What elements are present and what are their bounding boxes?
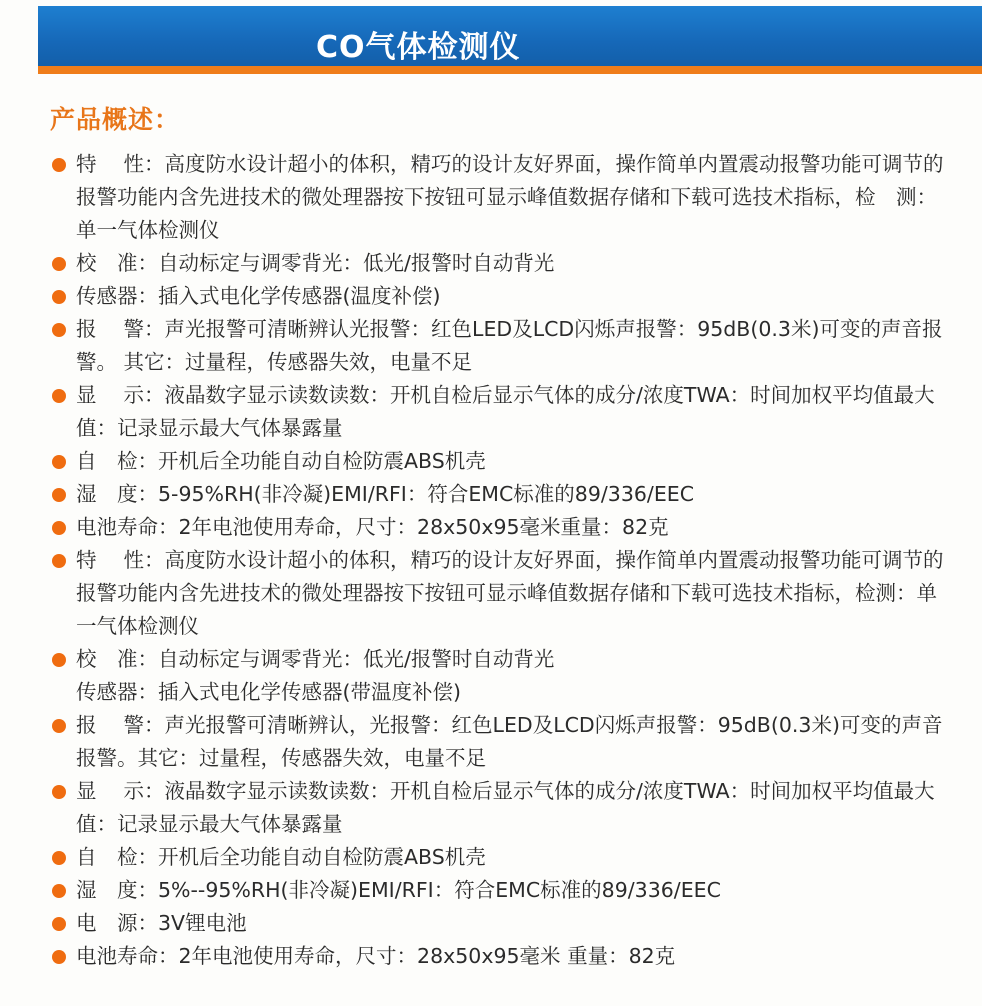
bullet-icon [52, 950, 66, 964]
bullet-icon [52, 290, 66, 304]
item-text: ：自动标定与调零背光：低光/报警时自动背光 [137, 647, 555, 671]
bullet-icon [52, 884, 66, 898]
bullet-icon [52, 257, 66, 271]
item-text: ：开机后全功能自动自检防震ABS机壳 [137, 449, 486, 473]
item-label: 电池寿命 [76, 515, 158, 539]
header-underline [38, 66, 982, 74]
item-label: 电 源 [76, 911, 138, 935]
list-item [50, 247, 950, 280]
list-item [50, 478, 950, 511]
section-title: 产品概述： [50, 105, 181, 134]
item-label: 传感器 [76, 284, 138, 308]
page-title: CO气体检测仪 [316, 30, 521, 65]
item-text: ：高度防水设计超小的体积，精巧的设计友好界面，操作简单内置震动报警功能可调节的报警功能内含先进技术的微处理器按下按钮可显示峰值数据存储和下载可选技术指标，检测：单一气体检测仪 [76, 548, 944, 638]
bullet-icon [52, 488, 66, 502]
item-text: ：3V锂电池 [137, 911, 247, 935]
item-text: ：高度防水设计超小的体积，精巧的设计友好界面，操作简单内置震动报警功能可调节的报警功能内含先进技术的微处理器按下按钮可显示峰值数据存储和下载可选技术指标，检 测：单一气体检测仪 [76, 152, 944, 242]
spec-list [50, 148, 950, 973]
item-extra-text: 传感器：插入式电化学传感器(带温度补偿) [76, 680, 461, 704]
list-item [50, 841, 950, 874]
item-label: 显 示 [76, 383, 145, 407]
item-label: 报 警 [76, 713, 145, 737]
item-text: ：插入式电化学传感器(温度补偿) [137, 284, 441, 308]
item-text: ：2年电池使用寿命，尺寸：28x50x95毫米 重量：82克 [158, 944, 676, 968]
bullet-icon [52, 653, 66, 667]
list-item [50, 445, 950, 478]
header-bar [38, 6, 982, 66]
list-item [50, 775, 950, 841]
list-item [50, 313, 950, 379]
item-text: ：液晶数字显示读数读数：开机自检后显示气体的成分/浓度TWA：时间加权平均值最大值：记录显示最大气体暴露量 [76, 383, 935, 440]
list-item [50, 379, 950, 445]
bullet-icon [52, 851, 66, 865]
bullet-icon [52, 455, 66, 469]
item-text: ：2年电池使用寿命，尺寸：28x50x95毫米重量：82克 [158, 515, 669, 539]
item-label: 校 准 [76, 251, 138, 275]
list-item [50, 907, 950, 940]
item-label: 自 检 [76, 845, 138, 869]
bullet-icon [52, 719, 66, 733]
item-text: ：自动标定与调零背光：低光/报警时自动背光 [137, 251, 555, 275]
item-label: 报 警 [76, 317, 145, 341]
list-item [50, 874, 950, 907]
list-item [50, 280, 950, 313]
item-text: ：液晶数字显示读数读数：开机自检后显示气体的成分/浓度TWA：时间加权平均值最大值：记录显示最大气体暴露量 [76, 779, 935, 836]
item-label: 自 检 [76, 449, 138, 473]
bullet-icon [52, 917, 66, 931]
bullet-icon [52, 389, 66, 403]
list-item [50, 643, 950, 709]
item-label: 湿 度 [76, 482, 138, 506]
list-item [50, 940, 950, 973]
item-label: 湿 度 [76, 878, 138, 902]
item-label: 特 性 [76, 548, 145, 572]
item-text: ：5%--95%RH(非冷凝)EMI/RFI：符合EMC标准的89/336/EEC [137, 878, 721, 902]
bullet-icon [52, 521, 66, 535]
list-item [50, 511, 950, 544]
bullet-icon [52, 554, 66, 568]
bullet-icon [52, 785, 66, 799]
bullet-icon [52, 323, 66, 337]
list-item [50, 148, 950, 247]
list-item [50, 709, 950, 775]
item-text: ：开机后全功能自动自检防震ABS机壳 [137, 845, 486, 869]
list-item [50, 544, 950, 643]
item-text: ：声光报警可清晰辨认光报警：红色LED及LCD闪烁声报警：95dB(0.3米)可变的声音报警。 其它：过量程，传感器失效，电量不足 [76, 317, 943, 374]
item-label: 特 性 [76, 152, 145, 176]
bullet-icon [52, 158, 66, 172]
item-label: 显 示 [76, 779, 145, 803]
item-label: 校 准 [76, 647, 138, 671]
item-text: ：5-95%RH(非冷凝)EMI/RFI：符合EMC标准的89/336/EEC [137, 482, 695, 506]
item-text: ：声光报警可清晰辨认，光报警：红色LED及LCD闪烁声报警：95dB(0.3米)可变的声音报警。其它：过量程，传感器失效，电量不足 [76, 713, 943, 770]
item-label: 电池寿命 [76, 944, 158, 968]
